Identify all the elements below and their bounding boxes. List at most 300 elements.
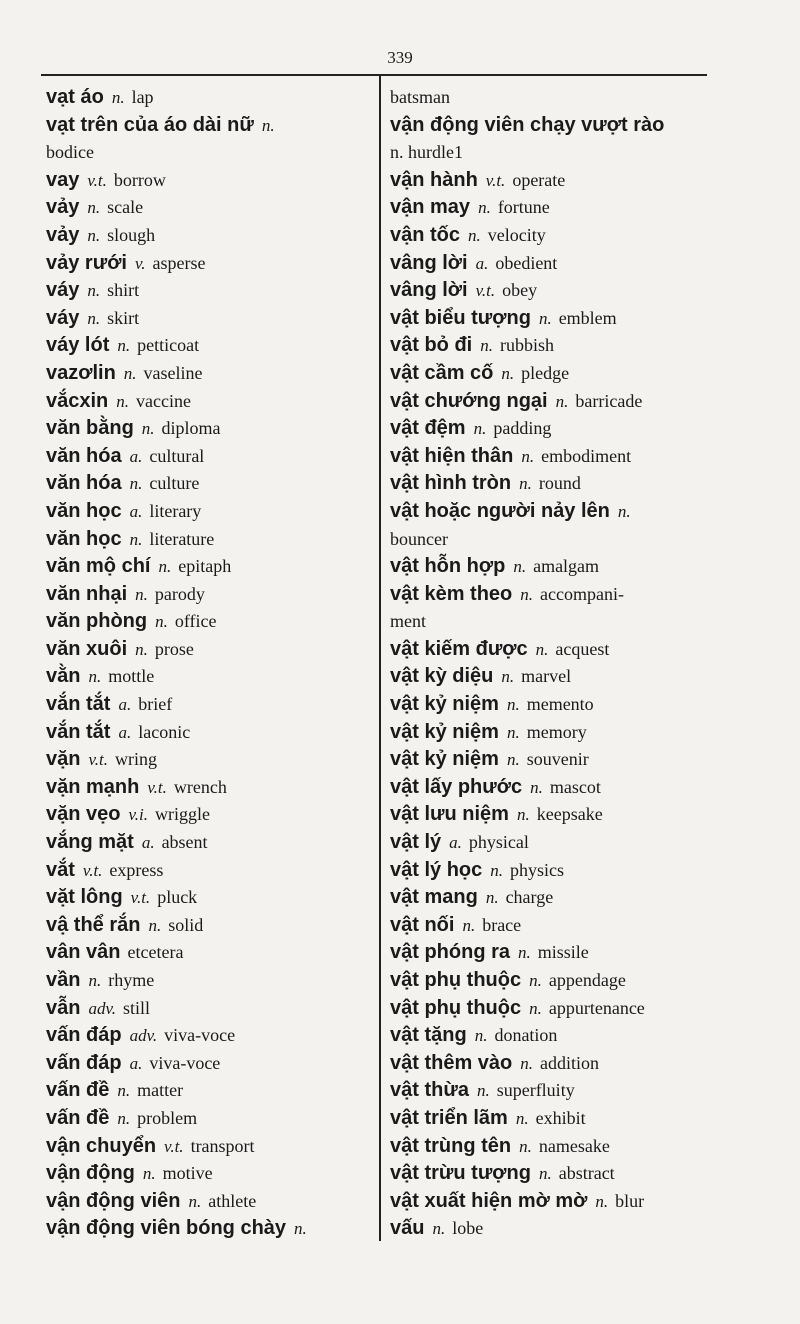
headword: vấn đề (46, 1106, 110, 1129)
headword: vặn vẹo (46, 803, 121, 826)
dictionary-entry (390, 636, 720, 664)
headword: vắng mặt (46, 831, 134, 854)
definition: exhibit (535, 1107, 586, 1128)
entry-continuation (390, 608, 720, 636)
dictionary-entry (46, 360, 374, 388)
part-of-speech: a. (449, 833, 462, 853)
headword: vật nối (390, 913, 455, 936)
dictionary-entry (390, 939, 720, 967)
part-of-speech: n. (519, 1136, 532, 1156)
definition: prose (154, 638, 194, 659)
headword: văn nhại (46, 582, 128, 605)
part-of-speech: n. (158, 557, 172, 577)
dictionary-entry (390, 1022, 720, 1050)
dictionary-entry (46, 332, 374, 360)
dictionary-entry (46, 829, 374, 857)
dictionary-entry (390, 719, 720, 747)
dictionary-entry (46, 608, 374, 636)
dictionary-entry (46, 884, 374, 912)
part-of-speech: adv. (129, 1026, 158, 1046)
dictionary-entry (390, 415, 720, 443)
dictionary-entry (46, 691, 374, 719)
definition: epitaph (178, 556, 232, 577)
definition: problem (137, 1107, 198, 1128)
column-divider (379, 76, 381, 1241)
definition: viva-voce (164, 1025, 236, 1046)
dictionary-entry (390, 388, 720, 416)
definition: diploma (161, 418, 221, 439)
definition: namesake (538, 1135, 610, 1156)
part-of-speech: n. (155, 612, 168, 632)
dictionary-entry (390, 912, 720, 940)
definition: brace (482, 914, 522, 935)
headword: vật hoặc người nảy lên (390, 499, 610, 522)
dictionary-entry (390, 801, 720, 829)
headword: vận động viên chạy vượt rào (390, 113, 665, 136)
part-of-speech: n. (432, 1219, 446, 1239)
definition: absent (161, 832, 208, 853)
part-of-speech: n. (87, 198, 101, 218)
definition: wrench (173, 776, 227, 797)
dictionary-entry (46, 1160, 374, 1188)
definition: missile (537, 942, 589, 963)
entry-continuation (390, 526, 720, 554)
definition: lobe (452, 1218, 484, 1239)
dictionary-entry (390, 663, 720, 691)
headword: vấn đề (46, 1079, 110, 1102)
part-of-speech: n. (135, 584, 148, 604)
dictionary-entry (390, 360, 720, 388)
definition: petticoat (137, 335, 200, 356)
headword: vật đệm (390, 417, 466, 440)
headword: vật hỗn hợp (390, 555, 506, 578)
headword: váy (46, 279, 80, 302)
dictionary-entry (390, 1188, 720, 1216)
part-of-speech: v.t. (475, 281, 496, 301)
part-of-speech: a. (118, 722, 132, 742)
part-of-speech: v.t. (82, 860, 103, 880)
part-of-speech: n. (462, 915, 476, 935)
definition: cultural (149, 445, 205, 466)
headword: văn bằng (46, 417, 134, 440)
part-of-speech: n. (513, 557, 527, 577)
headword: văn học (46, 527, 122, 550)
definition: accompani- (540, 583, 624, 604)
headword: vật kỷ niệm (390, 720, 499, 743)
entry-continuation (390, 84, 720, 112)
dictionary-entry (46, 167, 374, 195)
dictionary-entry (46, 967, 374, 995)
dictionary-entry (46, 388, 374, 416)
headword: vắn tắt (46, 693, 111, 716)
definition: literary (149, 500, 202, 521)
part-of-speech: a. (129, 446, 143, 466)
part-of-speech: a. (141, 833, 155, 853)
headword: vật tặng (390, 1024, 467, 1047)
part-of-speech: n. (261, 115, 275, 135)
headword: vắcxin (46, 389, 109, 412)
part-of-speech: n. (490, 860, 504, 880)
definition: solid (168, 914, 204, 935)
part-of-speech: v.t. (130, 888, 151, 908)
headword: vảy (46, 223, 80, 246)
definition: acquest (555, 638, 610, 659)
definition: wring (114, 749, 157, 770)
part-of-speech: n. (506, 750, 520, 770)
definition: scale (107, 197, 144, 218)
part-of-speech: n. (87, 225, 101, 245)
definition: donation (494, 1025, 558, 1046)
part-of-speech: n. (480, 336, 493, 356)
part-of-speech: n. (294, 1219, 307, 1239)
dictionary-entry (46, 277, 374, 305)
part-of-speech: n. (476, 1081, 490, 1101)
definition: slough (107, 224, 156, 245)
dictionary-entry (46, 857, 374, 885)
part-of-speech: n. (473, 419, 487, 439)
definition: abstract (558, 1163, 615, 1184)
definition: viva-voce (149, 1052, 221, 1073)
headword: vazơlin (46, 361, 116, 384)
dictionary-entry (390, 1215, 720, 1243)
top-rule (41, 74, 707, 76)
part-of-speech: n. (117, 336, 131, 356)
headword: văn hóa (46, 472, 122, 495)
headword: vâng lời (390, 251, 468, 274)
headword: vấn đáp (46, 1024, 122, 1047)
headword: vạt trên của áo dài nữ (46, 113, 254, 136)
part-of-speech: n. (506, 695, 520, 715)
part-of-speech: n. (516, 805, 530, 825)
dictionary-entry (46, 84, 374, 112)
definition: round (538, 473, 581, 494)
headword: vần (46, 969, 81, 991)
dictionary-entry (390, 112, 720, 140)
right-column (390, 84, 720, 1243)
definition: mascot (549, 776, 601, 797)
dictionary-entry (390, 277, 720, 305)
dictionary-entry (390, 967, 720, 995)
dictionary-entry (390, 829, 720, 857)
definition: rubbish (499, 335, 554, 356)
part-of-speech: n. (518, 943, 531, 963)
dictionary-entry (46, 526, 374, 554)
headword: vật lý học (390, 858, 483, 881)
dictionary-entry (46, 912, 374, 940)
definition: obey (502, 280, 538, 301)
definition: office (174, 611, 217, 632)
headword: vặt lông (46, 886, 123, 909)
headword: vân vân (46, 941, 121, 964)
dictionary-entry (390, 1133, 720, 1161)
dictionary-entry (46, 305, 374, 333)
part-of-speech: v.t. (164, 1136, 184, 1156)
part-of-speech: n. (519, 474, 532, 494)
headword: vật hình tròn (390, 472, 512, 495)
headword: vật phụ thuộc (390, 969, 522, 991)
dictionary-entry (390, 1050, 720, 1078)
entry-continuation (46, 139, 374, 167)
headword: vật trùng tên (390, 1134, 512, 1157)
definition: shirt (107, 280, 140, 301)
definition: keepsake (536, 804, 603, 825)
part-of-speech: v.t. (147, 777, 167, 797)
dictionary-entry (46, 636, 374, 664)
headword: vật mang (390, 886, 478, 909)
page-number: 339 (387, 48, 413, 67)
dictionary-entry (390, 581, 720, 609)
part-of-speech: a. (475, 253, 489, 273)
part-of-speech: n. (88, 971, 102, 990)
part-of-speech: n. (521, 446, 535, 466)
definition: marvel (521, 666, 572, 687)
dictionary-entry (46, 553, 374, 581)
dictionary-entry (46, 443, 374, 471)
part-of-speech: n. (87, 281, 101, 301)
continuation-text: bodice (46, 142, 94, 163)
continuation-text: n. hurdle1 (390, 142, 463, 163)
headword: vật thừa (390, 1079, 469, 1102)
part-of-speech: n. (530, 777, 543, 797)
part-of-speech: n. (529, 998, 542, 1018)
headword: vặn (46, 748, 81, 771)
part-of-speech: n. (474, 1026, 488, 1046)
headword: vay (46, 168, 80, 191)
definition: transport (190, 1135, 255, 1156)
headword: váy (46, 306, 80, 329)
dictionary-entry (390, 443, 720, 471)
headword: văn mộ chí (46, 555, 151, 578)
continuation-text: batsman (390, 87, 450, 107)
headword: vật kèm theo (390, 582, 513, 605)
headword: vật lấy phước (390, 775, 523, 798)
definition: vaccine (136, 390, 191, 411)
headword: vật kỳ diệu (390, 665, 494, 688)
left-column (46, 84, 374, 1243)
definition: addition (540, 1052, 600, 1073)
part-of-speech: v.i. (128, 805, 148, 825)
part-of-speech: n. (188, 1191, 202, 1211)
dictionary-entry (390, 250, 720, 278)
dictionary-entry (46, 250, 374, 278)
part-of-speech: n. (129, 529, 143, 549)
part-of-speech: a. (118, 695, 132, 715)
headword: vận chuyển (46, 1134, 157, 1157)
definition: emblem (558, 307, 617, 328)
definition: motive (162, 1163, 213, 1184)
definition: barricade (575, 390, 643, 411)
headword: vận hành (390, 168, 478, 191)
definition: borrow (113, 169, 166, 190)
headword: vạt áo (46, 86, 104, 108)
headword: vận động viên bóng chày (46, 1217, 287, 1240)
part-of-speech: n. (535, 639, 549, 659)
definition: blur (615, 1190, 645, 1211)
part-of-speech: n. (141, 419, 155, 439)
dictionary-entry (390, 884, 720, 912)
entry-continuation (390, 139, 720, 167)
definition: express (109, 859, 164, 880)
definition: pledge (521, 362, 570, 383)
definition: culture (149, 473, 200, 494)
part-of-speech: n. (129, 474, 143, 494)
part-of-speech: n. (529, 971, 542, 990)
part-of-speech: v. (134, 253, 146, 273)
dictionary-entry (46, 222, 374, 250)
headword: vận động viên (46, 1189, 181, 1212)
dictionary-entry (390, 332, 720, 360)
headword: vận động (46, 1162, 135, 1185)
dictionary-entry (390, 995, 720, 1023)
dictionary-entry (46, 939, 374, 967)
headword: vật biểu tượng (390, 306, 531, 329)
part-of-speech: n. (485, 888, 499, 908)
dictionary-entry (390, 774, 720, 802)
part-of-speech: v.t. (485, 170, 506, 190)
part-of-speech: n. (515, 1108, 529, 1128)
part-of-speech: n. (520, 1053, 534, 1073)
part-of-speech: n. (117, 1081, 131, 1101)
definition: charge (505, 887, 554, 908)
headword: vắt (46, 858, 75, 881)
dictionary-entry (46, 663, 374, 691)
definition: brief (138, 694, 173, 715)
headword: văn phòng (46, 610, 148, 633)
part-of-speech: n. (117, 1108, 131, 1128)
dictionary-entry (390, 470, 720, 498)
headword: vấu (390, 1217, 425, 1240)
definition: appurtenance (548, 997, 645, 1018)
dictionary-entry (390, 857, 720, 885)
dictionary-entry (46, 1215, 374, 1243)
continuation-text: bouncer (390, 528, 448, 549)
dictionary-entry (390, 222, 720, 250)
dictionary-entry (390, 746, 720, 774)
dictionary-entry (46, 719, 374, 747)
part-of-speech: v.t. (88, 750, 108, 770)
definition: physical (468, 832, 529, 853)
definition: wriggle (155, 804, 210, 825)
part-of-speech: n. (142, 1164, 156, 1184)
dictionary-entry (390, 1160, 720, 1188)
definition: parody (154, 583, 205, 604)
headword: vặn mạnh (46, 775, 140, 798)
dictionary-entry (46, 801, 374, 829)
part-of-speech: n. (478, 198, 491, 218)
dictionary-entry (46, 194, 374, 222)
headword: vật triển lãm (390, 1106, 508, 1129)
headword: vâng lời (390, 279, 468, 302)
headword: vật trừu tượng (390, 1162, 531, 1185)
part-of-speech: n. (148, 915, 162, 935)
definition: appendage (548, 970, 626, 990)
definition: mottle (108, 666, 155, 687)
part-of-speech: n. (538, 308, 552, 328)
part-of-speech: n. (501, 667, 515, 687)
part-of-speech: n. (468, 225, 481, 245)
headword: vật cầm cố (390, 361, 494, 384)
dictionary-entry (46, 995, 374, 1023)
headword: vật lý (390, 831, 442, 854)
dictionary-entry (390, 167, 720, 195)
definition: skirt (107, 307, 140, 328)
headword: vật kỷ niệm (390, 748, 499, 771)
dictionary-entry (46, 1077, 374, 1105)
dictionary-entry (46, 1022, 374, 1050)
part-of-speech: n. (88, 667, 102, 687)
headword: vận tốc (390, 223, 461, 246)
dictionary-entry (46, 774, 374, 802)
dictionary-entry (46, 470, 374, 498)
headword: văn học (46, 499, 122, 522)
part-of-speech: n. (501, 363, 515, 383)
dictionary-entry (46, 1133, 374, 1161)
dictionary-entry (390, 194, 720, 222)
definition: vaseline (143, 362, 203, 383)
headword: vật hiện thân (390, 444, 514, 467)
definition: asperse (152, 252, 206, 273)
headword: vằn (46, 665, 81, 688)
headword: vật chướng ngại (390, 389, 548, 412)
part-of-speech: n. (123, 363, 137, 383)
dictionary-entry (46, 746, 374, 774)
definition: still (123, 997, 151, 1018)
part-of-speech: n. (135, 639, 148, 659)
headword: văn xuôi (46, 637, 128, 660)
headword: vật bỏ đi (390, 334, 473, 357)
definition: memory (526, 721, 587, 742)
definition: physics (510, 859, 565, 880)
part-of-speech: n. (538, 1164, 552, 1184)
dictionary-entry (46, 581, 374, 609)
part-of-speech: adv. (88, 998, 117, 1018)
dictionary-entry (390, 1077, 720, 1105)
dictionary-entry (46, 1050, 374, 1078)
definition: obedient (495, 252, 558, 273)
headword: váy lót (46, 334, 110, 357)
dictionary-entry (46, 112, 374, 140)
part-of-speech: n. (111, 88, 125, 107)
headword: vật kiếm được (390, 637, 528, 660)
part-of-speech: n. (116, 391, 130, 411)
definition: fortune (497, 197, 550, 218)
definition: superfluity (496, 1080, 575, 1101)
headword: văn hóa (46, 444, 122, 467)
headword: vảy (46, 196, 80, 219)
dictionary-entry (390, 691, 720, 719)
headword: vậ thể rắn (46, 913, 141, 936)
dictionary-entry (390, 305, 720, 333)
dictionary-entry (390, 498, 720, 526)
headword: vắn tắt (46, 720, 111, 743)
part-of-speech: v.t. (87, 170, 107, 190)
definition: velocity (487, 224, 546, 245)
definition: amalgam (533, 556, 600, 577)
part-of-speech: n. (87, 308, 101, 328)
definition: embodiment (541, 445, 632, 466)
headword: vật kỷ niệm (390, 693, 499, 716)
part-of-speech: a. (129, 501, 143, 521)
dictionary-entry (390, 1105, 720, 1133)
part-of-speech: n. (555, 391, 569, 411)
headword: vẫn (46, 996, 81, 1019)
definition: pluck (157, 887, 198, 908)
headword: vận may (390, 196, 471, 219)
continuation-text: ment (390, 611, 426, 632)
headword: vảy rưới (46, 251, 127, 274)
dictionary-entry (390, 553, 720, 581)
part-of-speech: n. (520, 584, 534, 604)
